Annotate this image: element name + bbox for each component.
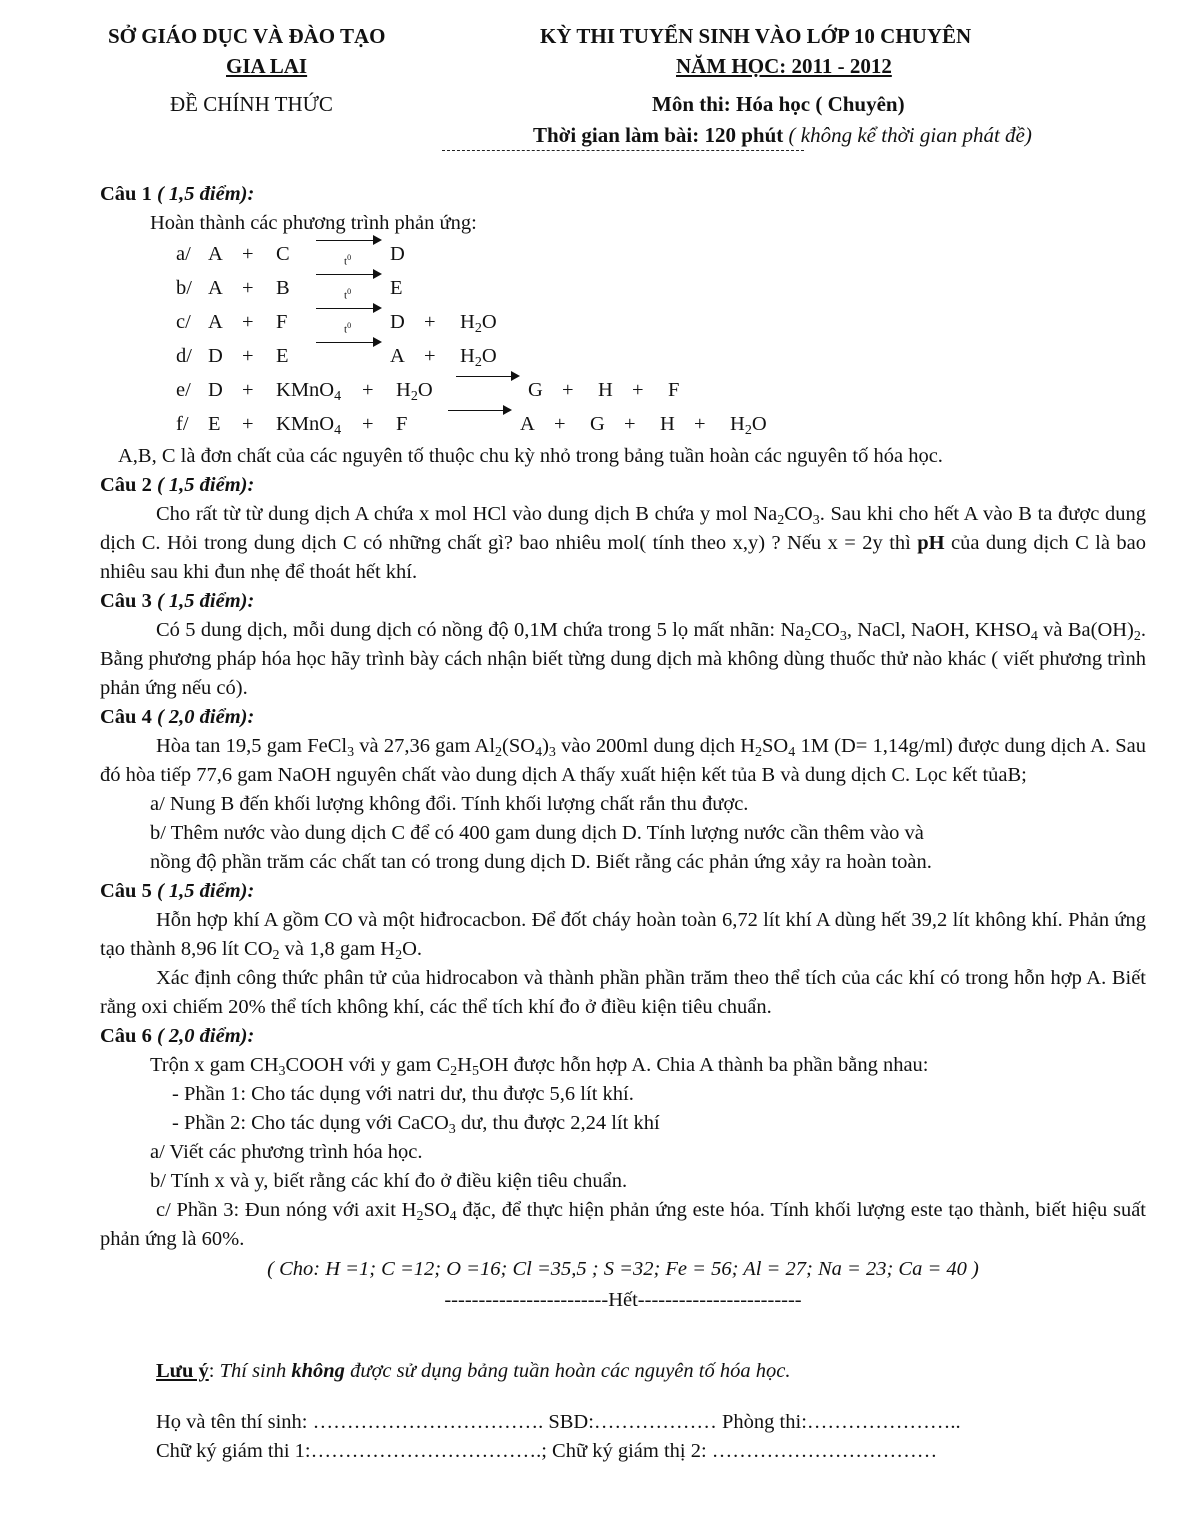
question-2-title: Câu 2 ( 1,5 điểm): bbox=[100, 474, 255, 496]
question-4-title: Câu 4 ( 2,0 điểm): bbox=[100, 706, 255, 728]
reactant: KMnO$_4$ bbox=[276, 413, 342, 438]
reactant: D bbox=[208, 345, 223, 367]
reaction-equation bbox=[176, 272, 1146, 306]
time-label: Thời gian làm bài: 120 phút bbox=[533, 123, 784, 147]
question-6-intro: Trộn x gam $CH_3COOH$ với y gam $C_2H_5OH$ được hỗn hợp A. Chia A thành ba phần bằng nhau: bbox=[150, 1054, 929, 1079]
reactant: F bbox=[396, 413, 408, 435]
plus-sign: + bbox=[242, 413, 254, 435]
plus-sign: + bbox=[242, 379, 254, 401]
reaction-label: d/ bbox=[176, 345, 192, 367]
plus-sign: + bbox=[562, 379, 574, 401]
question-5-title: Câu 5 ( 1,5 điểm): bbox=[100, 880, 255, 902]
reaction-label: e/ bbox=[176, 379, 191, 401]
question-3-text: Có 5 dung dịch, mỗi dung dịch có nồng độ 0,1M chứa trong 5 lọ mất nhãn: $Na_2CO_3$, NaCl, NaOH, $KHSO_4$ và $Ba(OH)_2$. Bằng phương pháp hóa học hãy trình bày cách nhận biết từng dung dịch mà không dùng thuốc thử nào khác ( viết phương trình phản ứng nếu có). bbox=[100, 619, 1147, 699]
province-name: GIA LAI bbox=[226, 54, 308, 78]
plus-sign: + bbox=[362, 413, 374, 435]
reactant: E bbox=[208, 413, 221, 435]
product: H bbox=[660, 413, 675, 435]
reaction-list bbox=[100, 238, 1146, 442]
school-year: NĂM HỌC: 2011 - 2012 bbox=[676, 54, 892, 78]
reactant: A bbox=[208, 277, 223, 299]
question-4-part-b-1: b/ Thêm nước vào dung dịch C để có 400 gam dung dịch D. Tính lượng nước cần thêm vào và bbox=[150, 822, 924, 844]
question-1-intro: Hoàn thành các phương trình phản ứng: bbox=[150, 212, 477, 234]
question-5-text-2: Xác định công thức phân tử của hidrocabon và thành phần phần trăm theo thể tích của các khí có trong hỗn hợp A. Biết rằng oxi chiếm 20% thể tích không khí, các thể tích khí đo ở điều kiện tiêu chuẩn. bbox=[100, 967, 1146, 1018]
exam-note: Lưu ý: Thí sinh không được sử dụng bảng tuần hoàn các nguyên tố hóa học. bbox=[156, 1360, 791, 1382]
reaction-label: a/ bbox=[176, 243, 191, 265]
reaction-label: c/ bbox=[176, 311, 191, 333]
question-3-title: Câu 3 ( 1,5 điểm): bbox=[100, 590, 255, 612]
atomic-masses: ( Cho: H =1; C =12; O =16; Cl =35,5 ; S =32; Fe = 56; Al = 27; Na = 23; Ca = 40 ) bbox=[267, 1258, 979, 1280]
plus-sign: + bbox=[242, 277, 254, 299]
question-6-part-c: c/ Phần 3: Đun nóng với axit $H_2SO_4$ đặc, để thực hiện phản ứng este hóa. Tính khối lượng este tạo thành, biết hiệu suất phản ứng là 60%. bbox=[100, 1199, 1146, 1250]
product: A bbox=[520, 413, 535, 435]
plus-sign: + bbox=[624, 413, 636, 435]
reactant: $H_2O$ bbox=[396, 379, 433, 404]
time-line bbox=[533, 121, 1032, 150]
reactant: B bbox=[276, 277, 290, 299]
product: F bbox=[668, 379, 680, 401]
plus-sign: + bbox=[694, 413, 706, 435]
exam-title: KỲ THI TUYỂN SINH VÀO LỚP 10 CHUYÊN bbox=[540, 24, 972, 48]
official-label: ĐỀ CHÍNH THỨC bbox=[170, 92, 333, 116]
question-4-text: Hòa tan 19,5 gam FeCl$_3$ và 27,36 gam $Al_2(SO_4)_3$ vào 200ml dung dịch $H_2SO_4$ 1M (D= 1,14g/ml) được dung dịch A. Sau đó hòa tiếp 77,6 gam NaOH nguyên chất vào dung dịch A thấy xuất hiện kết tủa B và dung dịch C. Lọc kết tủaB; bbox=[100, 735, 1146, 786]
question-5-text-1: Hỗn hợp khí A gồm CO và một hiđrocacbon. Để đốt cháy hoàn toàn 6,72 lít khí A dùng hết 39,2 lít không khí. Phản ứng tạo thành 8,96 lít $CO_2$ và 1,8 gam $H_2O$. bbox=[100, 909, 1146, 963]
product: $H_2O$ bbox=[460, 311, 497, 336]
reaction-equation bbox=[176, 340, 1146, 374]
product: D bbox=[390, 311, 405, 333]
plus-sign: + bbox=[362, 379, 374, 401]
reaction-equation bbox=[176, 306, 1146, 340]
candidate-info-line: Họ và tên thí sinh: ……………………………. SBD:……………… Phòng thi:………………….. bbox=[156, 1411, 961, 1433]
product: H bbox=[598, 379, 613, 401]
question-6-part-b: b/ Tính x và y, biết rằng các khí đo ở điều kiện tiêu chuẩn. bbox=[150, 1170, 628, 1192]
exam-content bbox=[100, 180, 1146, 1466]
reaction-arrow bbox=[316, 308, 380, 336]
subject: Môn thi: Hóa học ( Chuyên) bbox=[652, 92, 905, 116]
plus-sign: + bbox=[242, 311, 254, 333]
product: G bbox=[590, 413, 605, 435]
product: $H_2O$ bbox=[460, 345, 497, 370]
product: D bbox=[390, 243, 405, 265]
heat-label: $t^0$ bbox=[344, 321, 352, 336]
heat-label: $t^0$ bbox=[344, 287, 352, 302]
question-4-part-a: a/ Nung B đến khối lượng không đổi. Tính khối lượng chất rắn thu được. bbox=[150, 793, 749, 815]
product: $H_2O$ bbox=[730, 413, 767, 438]
time-note: ( không kể thời gian phát đề) bbox=[783, 123, 1032, 147]
plus-sign: + bbox=[554, 413, 566, 435]
plus-sign: + bbox=[424, 311, 436, 333]
question-6-part-1: - Phần 1: Cho tác dụng với natri dư, thu được 5,6 lít khí. bbox=[172, 1083, 634, 1105]
end-marker: ------------------------Hết------------------------ bbox=[444, 1289, 802, 1311]
reactant: C bbox=[276, 243, 290, 265]
reaction-arrow bbox=[448, 410, 510, 411]
question-1-title: Câu 1 ( 1,5 điểm): bbox=[100, 183, 255, 205]
reactant: F bbox=[276, 311, 288, 333]
reaction-arrow bbox=[316, 342, 380, 343]
department-name: SỞ GIÁO DỤC VÀ ĐÀO TẠO bbox=[108, 24, 386, 48]
product: E bbox=[390, 277, 403, 299]
reaction-equation bbox=[176, 374, 1146, 408]
plus-sign: + bbox=[242, 243, 254, 265]
question-6-part-2: - Phần 2: Cho tác dụng với CaCO$_3$ dư, thu được 2,24 lít khí bbox=[172, 1112, 660, 1137]
reaction-equation bbox=[176, 408, 1146, 442]
plus-sign: + bbox=[424, 345, 436, 367]
reactant: E bbox=[276, 345, 289, 367]
note-label: Lưu ý bbox=[156, 1360, 209, 1382]
question-1-note: A,B, C là đơn chất của các nguyên tố thuộc chu kỳ nhỏ trong bảng tuần hoàn các nguyên tố hóa học. bbox=[118, 445, 943, 467]
reactant: KMnO$_4$ bbox=[276, 379, 342, 404]
question-6-title: Câu 6 ( 2,0 điểm): bbox=[100, 1025, 255, 1047]
plus-sign: + bbox=[242, 345, 254, 367]
plus-sign: + bbox=[632, 379, 644, 401]
reaction-label: b/ bbox=[176, 277, 192, 299]
product: A bbox=[390, 345, 405, 367]
reactant: A bbox=[208, 243, 223, 265]
reaction-equation bbox=[176, 238, 1146, 272]
reactant: D bbox=[208, 379, 223, 401]
question-6-part-a: a/ Viết các phương trình hóa học. bbox=[150, 1141, 423, 1163]
reaction-arrow bbox=[456, 376, 518, 377]
reaction-label: f/ bbox=[176, 413, 189, 435]
reactant: A bbox=[208, 311, 223, 333]
question-4-part-b-2: nồng độ phần trăm các chất tan có trong dung dịch D. Biết rằng các phản ứng xảy ra hoàn toàn. bbox=[150, 851, 932, 873]
product: G bbox=[528, 379, 543, 401]
header-separator bbox=[442, 150, 804, 151]
heat-label: $t^0$ bbox=[344, 253, 352, 268]
proctor-signature-line: Chữ ký giám thi 1:…………………………….; Chữ ký giám thị 2: …………………………… bbox=[156, 1440, 938, 1462]
question-2-text: Cho rất từ từ dung dịch A chứa x mol HCl vào dung dịch B chứa y mol $Na_2CO_3$. Sau khi cho hết A vào B ta được dung dịch C. Hỏi trong dung dịch C có những chất gì? bao nhiêu mol( tính theo x,y) ? Nếu x = 2y thì pH của dung dịch C là bao nhiêu sau khi đun nhẹ để thoát hết khí. bbox=[100, 503, 1146, 583]
reaction-arrow bbox=[316, 274, 380, 302]
reaction-arrow bbox=[316, 240, 380, 268]
